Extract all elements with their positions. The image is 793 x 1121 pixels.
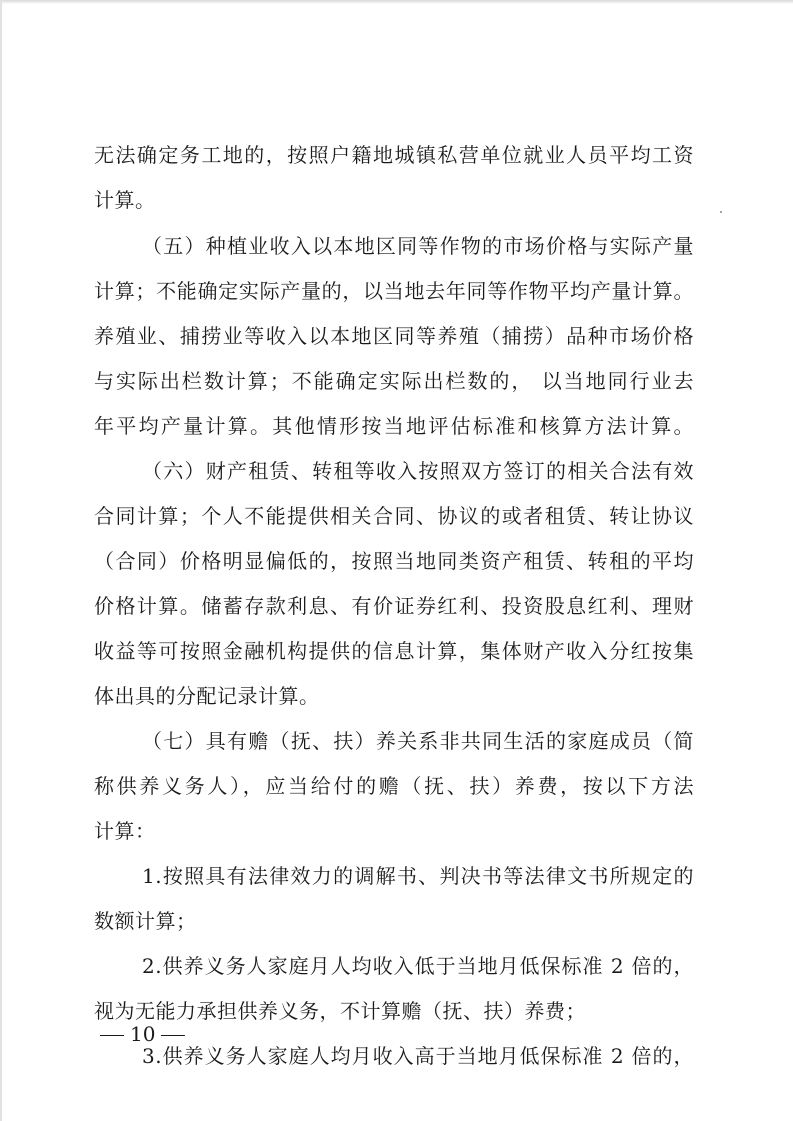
text-line: 称供养义务人），应当给付的赡（抚、扶）养费，按以下方法 — [94, 774, 694, 798]
text-line: 3.供养义务人家庭人均月收入高于当地月低保标准 2 倍的， — [142, 1044, 694, 1068]
em-dash-right — [161, 1035, 185, 1037]
scan-speck — [720, 211, 722, 213]
text-line: 无法确定务工地的，按照户籍地城镇私营单位就业人员平均工资 — [94, 143, 694, 167]
text-line: （合同）价格明显偏低的，按照当地同类资产租赁、转租的平均 — [94, 549, 694, 573]
text-line: 年平均产量计算。其他情形按当地评估标准和核算方法计算。 — [94, 414, 694, 438]
text-line: 2.供养义务人家庭月人均收入低于当地月低保标准 2 倍的， — [142, 954, 694, 978]
text-line: 视为无能力承担供养义务，不计算赡（抚、扶）养费； — [94, 999, 586, 1023]
text-line: 价格计算。储蓄存款利息、有价证券红利、投资股息红利、理财 — [94, 594, 694, 618]
page-number: 10 — [130, 1022, 156, 1046]
text-line: （七）具有赡（抚、扶）养关系非共同生活的家庭成员（简 — [142, 729, 694, 753]
text-line: 计算。 — [94, 188, 156, 212]
text-line: （五）种植业收入以本地区同等作物的市场价格与实际产量 — [142, 234, 694, 258]
text-line: 体出具的分配记录计算。 — [94, 684, 320, 708]
page-left-edge — [0, 0, 2, 1121]
text-line: 合同计算；个人不能提供相关合同、协议的或者租赁、转让协议 — [94, 504, 694, 528]
text-line: （六）财产租赁、转租等收入按照双方签订的相关合法有效 — [142, 459, 694, 483]
text-line: 1.按照具有法律效力的调解书、判决书等法律文书所规定的 — [142, 864, 694, 888]
em-dash-left — [100, 1035, 124, 1037]
text-line: 收益等可按照金融机构提供的信息计算，集体财产收入分红按集 — [94, 639, 694, 663]
text-line: 养殖业、捕捞业等收入以本地区同等养殖（捕捞）品种市场价格 — [94, 324, 694, 348]
page-top-edge — [0, 0, 793, 4]
page-footer — [94, 1018, 191, 1050]
text-line: 计算；不能确定实际产量的，以当地去年同等作物平均产量计算。 — [94, 279, 694, 303]
text-line: 与实际出栏数计算；不能确定实际出栏数的， 以当地同行业去 — [94, 369, 694, 393]
text-line: 数额计算； — [94, 909, 197, 933]
text-line: 计算： — [94, 819, 156, 843]
